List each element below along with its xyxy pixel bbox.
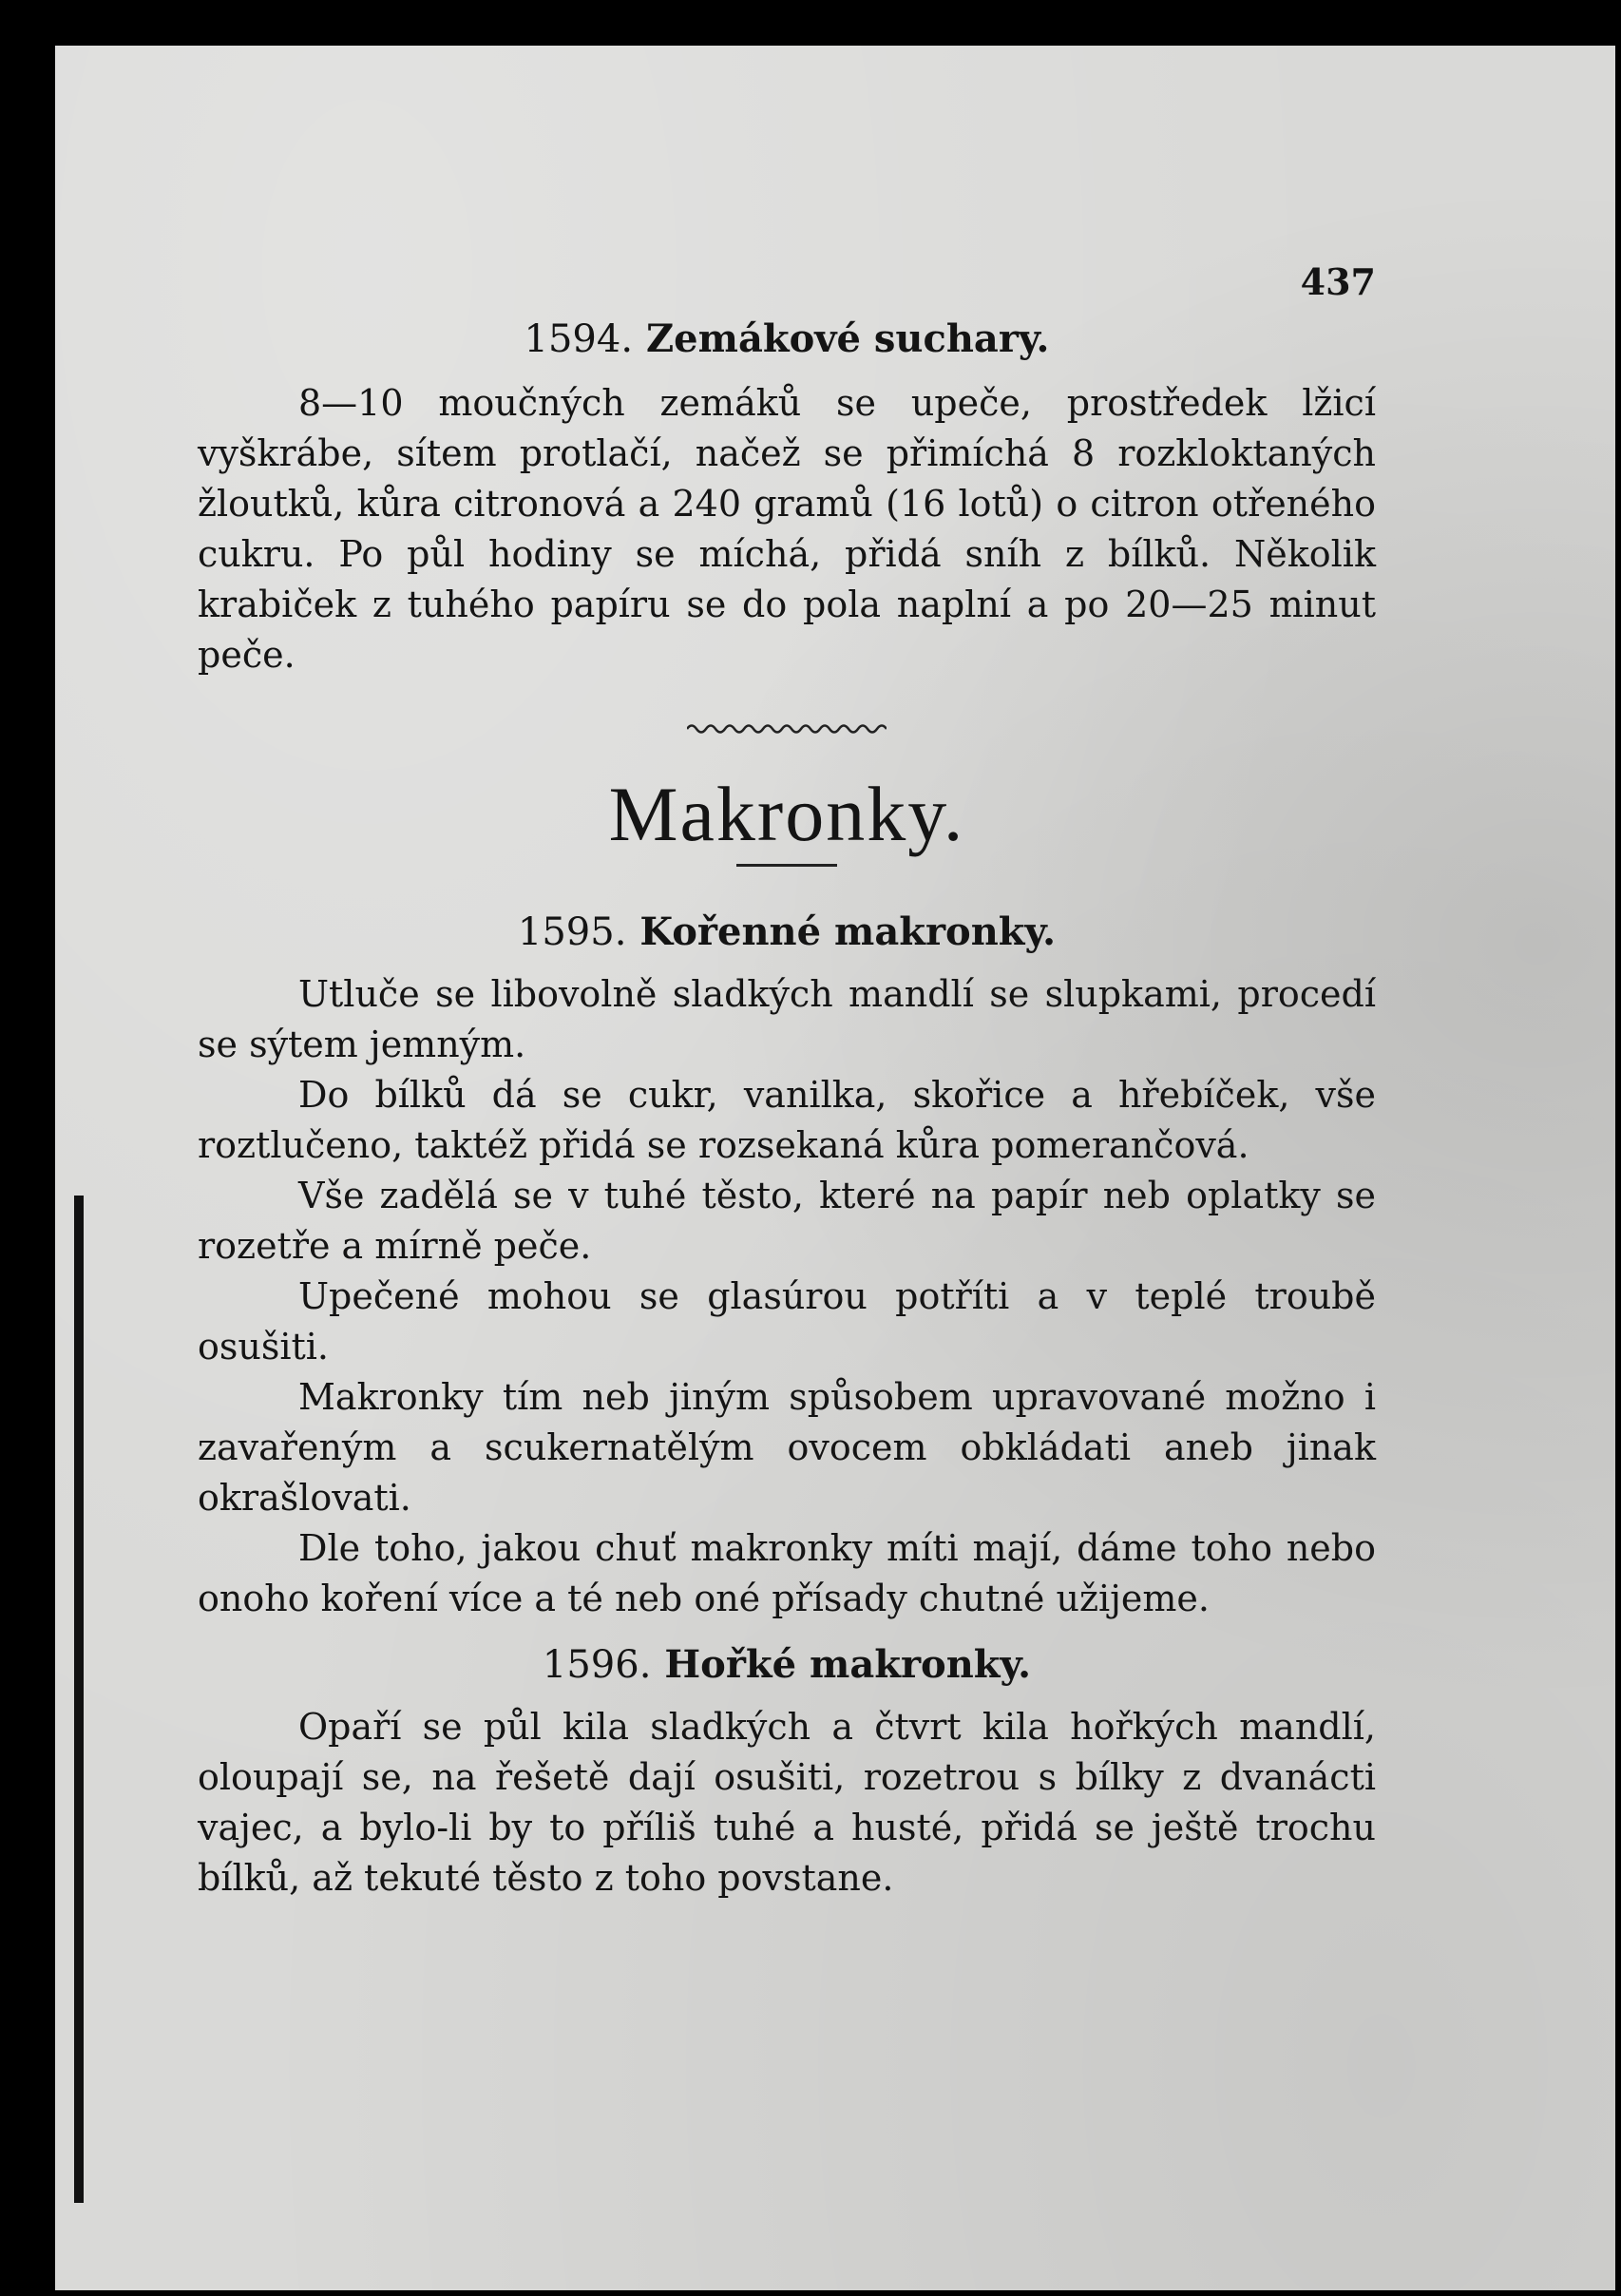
recipe-number: 1594.: [524, 317, 634, 361]
recipe-title-1595: [198, 907, 1376, 958]
page-number: 437: [1300, 260, 1376, 303]
section-title: Makronky.: [608, 771, 965, 857]
book-page: [55, 46, 1615, 2290]
recipe-name: Hořké makronky.: [664, 1642, 1032, 1687]
recipe-paragraph: Makronky tím neb jiným spůsobem upravované možno i zavařeným a scukernatělým ovocem obkládati aneb jinak okrašlovati.: [198, 1376, 1376, 1519]
recipe-paragraph: Utluče se libovolně sladkých mandlí se slupkami, procedí se sýtem jemným.: [198, 973, 1376, 1065]
recipe-number: 1595.: [517, 910, 627, 954]
recipe-paragraph: Dle toho, jakou chuť makronky míti mají, dáme toho nebo onoho koření více a té neb oné přísady chutné užijeme.: [198, 1527, 1376, 1619]
recipe-paragraph: Opaří se půl kila sladkých a čtvrt kila hořkých mandlí, oloupají se, na řešetě dají osušiti, rozetrou s bílky z dvanácti vajec, a bylo-li by to příliš tuhé a husté, přidá se ještě trochu bílků, až tekuté těsto z toho povstane.: [198, 1706, 1376, 1899]
recipe-paragraph: Upečené mohou se glasúrou potříti a v teplé troubě osušiti.: [198, 1275, 1376, 1368]
recipe-paragraph: 8—10 moučných zemáků se upeče, prostředek lžicí vyškrábe, sítem protlačí, načež se přimíchá 8 rozkloktaných žloutků, kůra citronová a 240 gramů (16 lotů) o citron otřeného cukru. Po půl hodiny se míchá, přidá sníh z bílků. Několik krabiček z tuhého papíru se do pola naplní a po 20—25 minut peče.: [198, 382, 1376, 676]
recipe-number: 1596.: [542, 1643, 652, 1687]
page-content: [198, 46, 1376, 1904]
wavy-ornament-icon: [687, 722, 887, 736]
recipe-paragraph: Vše zadělá se v tuhé těsto, které na papír neb oplatky se rozetře a mírně peče.: [198, 1175, 1376, 1267]
recipe-name: Kořenné makronky.: [639, 909, 1057, 954]
recipe-name: Zemákové suchary.: [645, 316, 1050, 361]
binding-edge: [74, 1196, 84, 2203]
recipe-title-1594: [198, 314, 1376, 365]
recipe-title-1596: [198, 1639, 1376, 1691]
recipe-paragraph: Do bílků dá se cukr, vanilka, skořice a hřebíček, vše roztlučeno, taktéž přidá se rozsekaná kůra pomerančová.: [198, 1074, 1376, 1166]
